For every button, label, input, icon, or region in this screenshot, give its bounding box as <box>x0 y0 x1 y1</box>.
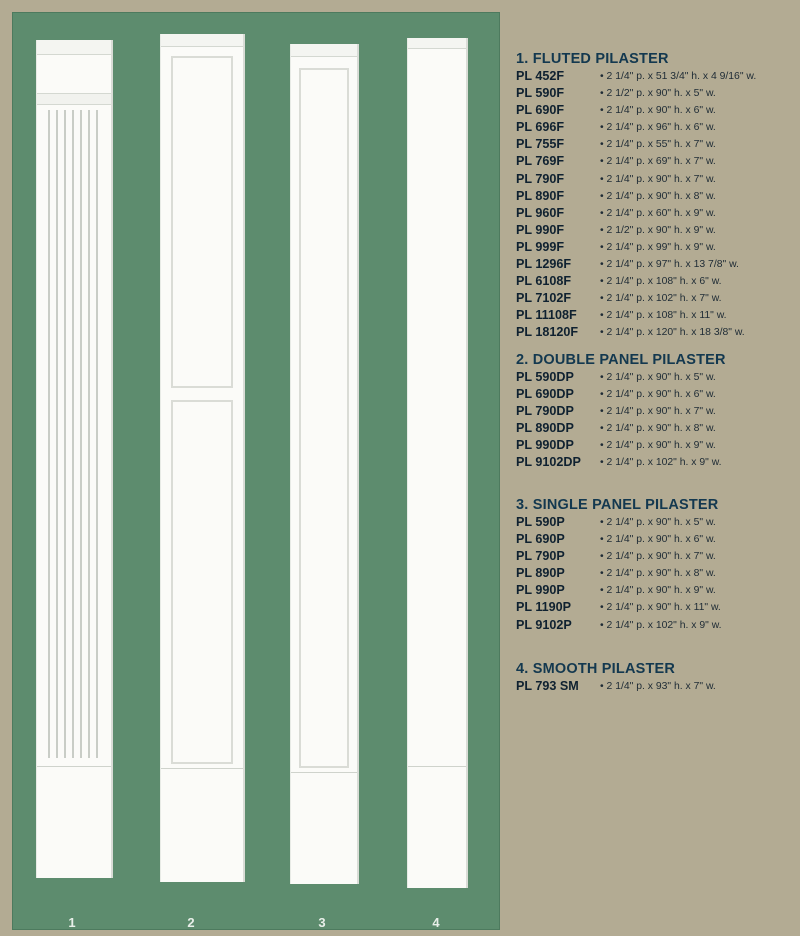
double-panel-pilaster-image <box>161 34 243 882</box>
list-item: PL 790P • 2 1/4" p. x 90" h. x 7" w. <box>516 549 716 564</box>
list-item: PL 690DP • 2 1/4" p. x 90" h. x 6" w. <box>516 387 716 402</box>
list-item: PL 18120F • 2 1/4" p. x 120" h. x 18 3/8" w. <box>516 325 745 340</box>
fluted-pilaster-image <box>37 40 111 878</box>
list-item: PL 960F • 2 1/4" p. x 60" h. x 9" w. <box>516 205 716 220</box>
list-item: PL 769F • 2 1/4" p. x 69" h. x 7" w. <box>516 154 716 169</box>
list-item: PL 690F • 2 1/4" p. x 90" h. x 6" w. <box>516 103 716 118</box>
section-title: 1. FLUTED PILASTER <box>516 51 669 67</box>
flutes-icon <box>37 104 111 764</box>
section-title: 4. SMOOTH PILASTER <box>516 661 676 677</box>
list-item: PL 6108F • 2 1/4" p. x 108" h. x 6" w. <box>516 274 722 289</box>
list-item: PL 1296F • 2 1/4" p. x 97" h. x 13 7/8" w. <box>516 257 739 272</box>
section-title: 3. SINGLE PANEL PILASTER <box>516 497 719 513</box>
list-item: PL 9102DP • 2 1/4" p. x 102" h. x 9" w. <box>516 455 722 470</box>
list-item: PL 1190P • 2 1/4" p. x 90" h. x 11" w. <box>516 600 721 615</box>
list-item: PL 452F • 2 1/4" p. x 51 3/4" h. x 4 9/16" w. <box>516 69 757 83</box>
double-panel-pilaster-section <box>516 351 796 472</box>
list-item: PL 890P • 2 1/4" p. x 90" h. x 8" w. <box>516 566 716 581</box>
list-item: PL 790F • 2 1/4" p. x 90" h. x 7" w. <box>516 171 716 186</box>
list-item: PL 990F • 2 1/2" p. x 90" h. x 9" w. <box>516 222 716 237</box>
list-item: PL 696F • 2 1/4" p. x 96" h. x 6" w. <box>516 120 716 135</box>
list-item: PL 7102F • 2 1/4" p. x 102" h. x 7" w. <box>516 291 722 306</box>
single-panel-pilaster-image <box>291 44 357 884</box>
list-item: PL 590P • 2 1/4" p. x 90" h. x 5" w. <box>516 515 716 529</box>
list-item: PL 990DP • 2 1/4" p. x 90" h. x 9" w. <box>516 438 716 453</box>
list-item: PL 590DP • 2 1/4" p. x 90" h. x 5" w. <box>516 370 716 384</box>
list-item: PL 793 SM • 2 1/4" p. x 93" h. x 7" w. <box>516 679 716 693</box>
single-panel-pilaster-section <box>516 496 796 634</box>
pilaster-number-4: 4 <box>432 915 440 930</box>
list-item: PL 11108F • 2 1/4" p. x 108" h. x 11" w. <box>516 308 727 323</box>
fluted-pilaster-section <box>516 50 796 342</box>
smooth-pilaster-section <box>516 660 796 695</box>
list-item: PL 755F • 2 1/4" p. x 55" h. x 7" w. <box>516 137 716 152</box>
pilaster-number-1: 1 <box>68 915 76 930</box>
list-item: PL 790DP • 2 1/4" p. x 90" h. x 7" w. <box>516 404 716 419</box>
pilaster-number-2: 2 <box>187 915 195 930</box>
list-item: PL 990P • 2 1/4" p. x 90" h. x 9" w. <box>516 583 716 598</box>
list-item: PL 690P • 2 1/4" p. x 90" h. x 6" w. <box>516 532 716 547</box>
smooth-pilaster-image <box>408 38 466 888</box>
product-photo-panel <box>12 12 500 930</box>
list-item: PL 590F • 2 1/2" p. x 90" h. x 5" w. <box>516 86 716 101</box>
list-item: PL 890DP • 2 1/4" p. x 90" h. x 8" w. <box>516 421 716 436</box>
list-item: PL 890F • 2 1/4" p. x 90" h. x 8" w. <box>516 188 716 203</box>
list-item: PL 9102P • 2 1/4" p. x 102" h. x 9" w. <box>516 617 722 632</box>
list-item: PL 999F • 2 1/4" p. x 99" h. x 9" w. <box>516 239 716 254</box>
pilaster-number-3: 3 <box>318 915 326 930</box>
section-title: 2. DOUBLE PANEL PILASTER <box>516 352 726 368</box>
